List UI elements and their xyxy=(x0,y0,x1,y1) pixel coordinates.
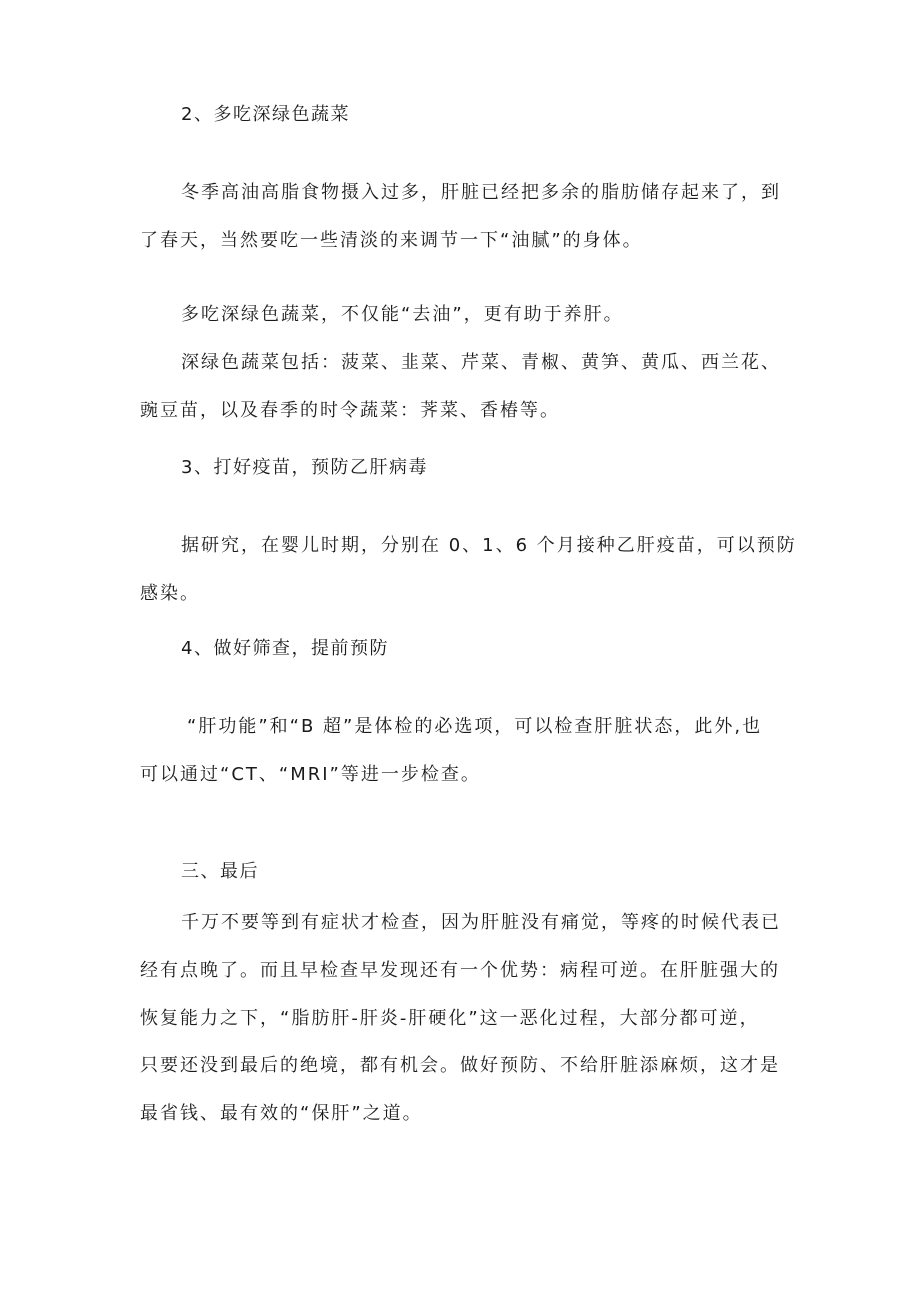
paragraph-line: 感染。 xyxy=(140,583,200,604)
paragraph-line: 只要还没到最后的绝境，都有机会。做好预防、不给肝脏添麻烦，这才是 xyxy=(140,1055,780,1076)
paragraph-line: 豌豆苗，以及春季的时令蔬菜：荠菜、香椿等。 xyxy=(140,400,560,421)
section-heading-screening: 4、做好筛查，提前预防 xyxy=(181,638,389,659)
paragraph-line: 千万不要等到有症状才检查，因为肝脏没有痛觉，等疼的时候代表已 xyxy=(181,912,781,933)
paragraph-line: 多吃深绿色蔬菜，不仅能“去油”，更有助于养肝。 xyxy=(181,304,624,325)
section-heading-vaccine: 3、打好疫苗，预防乙肝病毒 xyxy=(181,457,428,478)
paragraph-line: 了春天，当然要吃一些清淡的来调节一下“油腻”的身体。 xyxy=(140,230,643,251)
paragraph-line: 最省钱、最有效的“保肝”之道。 xyxy=(140,1103,423,1124)
section-heading-vegetables: 2、多吃深绿色蔬菜 xyxy=(181,104,350,125)
paragraph-line: 据研究，在婴儿时期，分别在 0、1、6 个月接种乙肝疫苗，可以预防 xyxy=(181,535,797,556)
paragraph-line: 深绿色蔬菜包括：菠菜、韭菜、芹菜、青椒、黄笋、黄瓜、西兰花、 xyxy=(181,352,781,373)
paragraph-line: 冬季高油高脂食物摄入过多，肝脏已经把多余的脂肪储存起来了，到 xyxy=(181,182,781,203)
paragraph-line: “肝功能”和“B 超”是体检的必选项，可以检查肝脏状态，此外,也 xyxy=(187,716,763,737)
paragraph-line: 恢复能力之下，“脂肪肝-肝炎-肝硬化”这一恶化过程，大部分都可逆， xyxy=(140,1008,760,1029)
section-heading-conclusion: 三、最后 xyxy=(181,861,259,882)
paragraph-line: 可以通过“CT、“MRI”等进一步检查。 xyxy=(140,764,481,785)
paragraph-line: 经有点晚了。而且早检查早发现还有一个优势：病程可逆。在肝脏强大的 xyxy=(140,960,780,981)
